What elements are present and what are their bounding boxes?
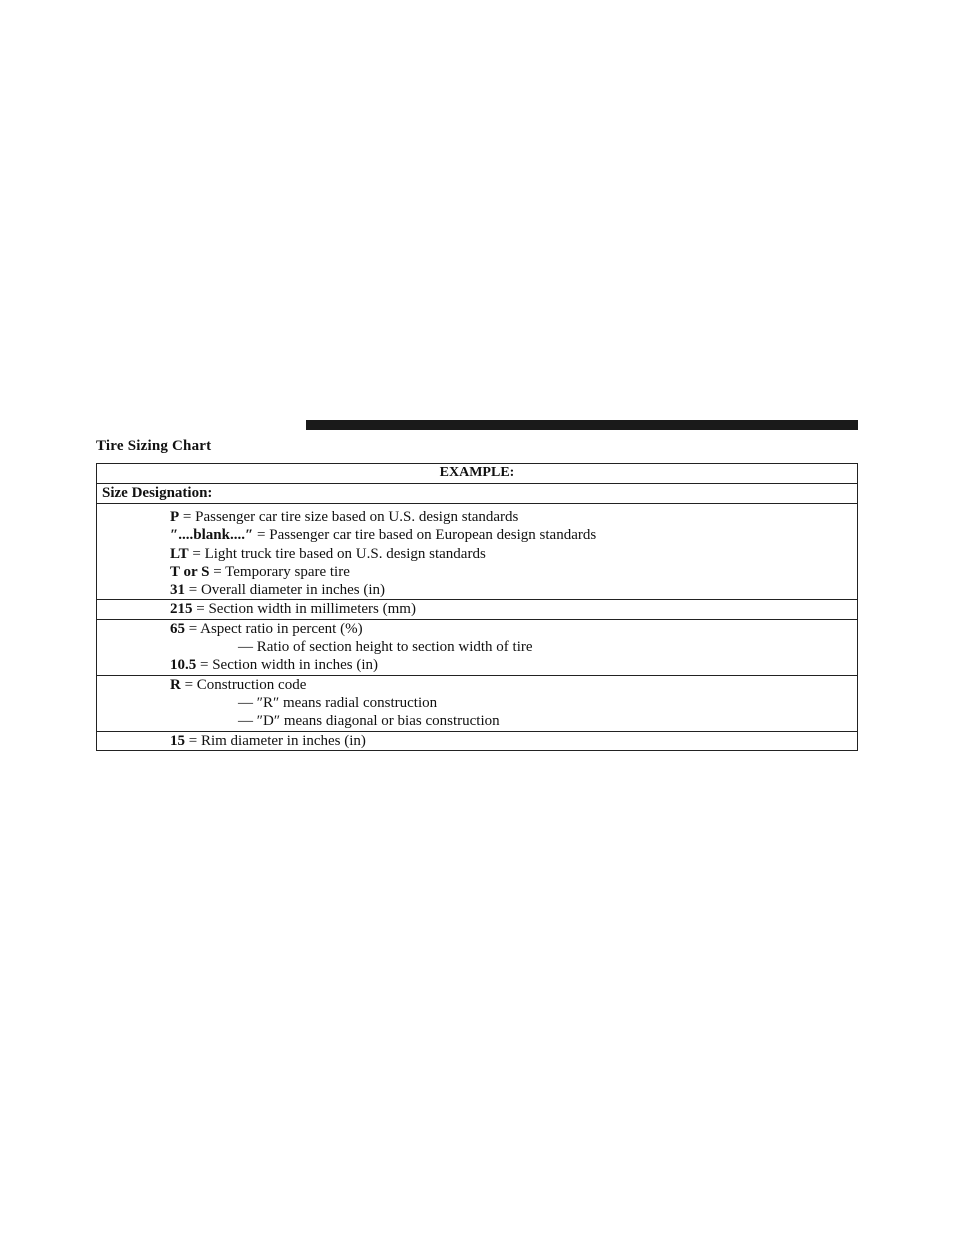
table-row xyxy=(97,504,858,600)
code-term: 215 xyxy=(170,601,193,618)
table-row xyxy=(97,675,858,731)
code-definition: = Rim diameter in inches (in) xyxy=(185,732,366,749)
table-row xyxy=(97,619,858,675)
code-definition: — Ratio of section height to section width of tire xyxy=(238,639,533,656)
page-title: Tire Sizing Chart xyxy=(96,438,212,454)
code-definition: = Passenger car tire based on European design standards xyxy=(253,527,597,544)
code-definition: = Section width in inches (in) xyxy=(196,657,379,674)
code-term: ″....blank....″ xyxy=(170,527,254,544)
table-row xyxy=(97,464,858,484)
list-item xyxy=(170,563,857,581)
example-header: EXAMPLE: xyxy=(97,464,858,484)
list-item xyxy=(170,581,857,599)
code-definition: = Aspect ratio in percent (%) xyxy=(185,620,363,637)
designation-group-width-mm xyxy=(97,600,858,619)
code-term: 15 xyxy=(170,732,185,749)
list-item xyxy=(170,508,857,526)
code-definition: = Temporary spare tire xyxy=(209,563,350,580)
code-term: 31 xyxy=(170,582,185,599)
size-designation-label: Size Designation: xyxy=(97,484,858,504)
code-term: P xyxy=(170,509,180,525)
list-item xyxy=(170,712,857,730)
code-term: R xyxy=(170,676,181,693)
table-row xyxy=(97,484,858,504)
designation-group-construction xyxy=(97,675,858,731)
designation-group-type xyxy=(97,504,858,600)
list-item xyxy=(170,656,857,674)
list-item xyxy=(170,638,857,656)
header-rule xyxy=(306,420,858,430)
table-row xyxy=(97,731,858,750)
code-definition: = Overall diameter in inches (in) xyxy=(185,582,386,599)
list-item xyxy=(170,732,857,750)
code-term: LT xyxy=(170,545,189,562)
code-term: 10.5 xyxy=(170,657,197,674)
list-item xyxy=(170,676,857,694)
code-definition: — ″R″ means radial construction xyxy=(238,694,438,711)
designation-group-rim xyxy=(97,731,858,750)
code-definition: = Construction code xyxy=(180,676,307,693)
code-definition: = Section width in millimeters (mm) xyxy=(192,601,416,618)
code-definition: — ″D″ means diagonal or bias construction xyxy=(238,713,500,730)
list-item xyxy=(170,526,857,544)
list-item xyxy=(170,545,857,563)
code-definition: = Light truck tire based on U.S. design standards xyxy=(188,545,486,562)
designation-group-aspect xyxy=(97,619,858,675)
code-definition: = Passenger car tire size based on U.S. design standards xyxy=(179,509,519,525)
table-row xyxy=(97,600,858,619)
list-item xyxy=(170,694,857,712)
list-item xyxy=(170,600,857,618)
code-term: T or S xyxy=(170,563,210,580)
list-item xyxy=(170,620,857,638)
code-term: 65 xyxy=(170,620,185,637)
tire-sizing-table xyxy=(96,463,858,751)
